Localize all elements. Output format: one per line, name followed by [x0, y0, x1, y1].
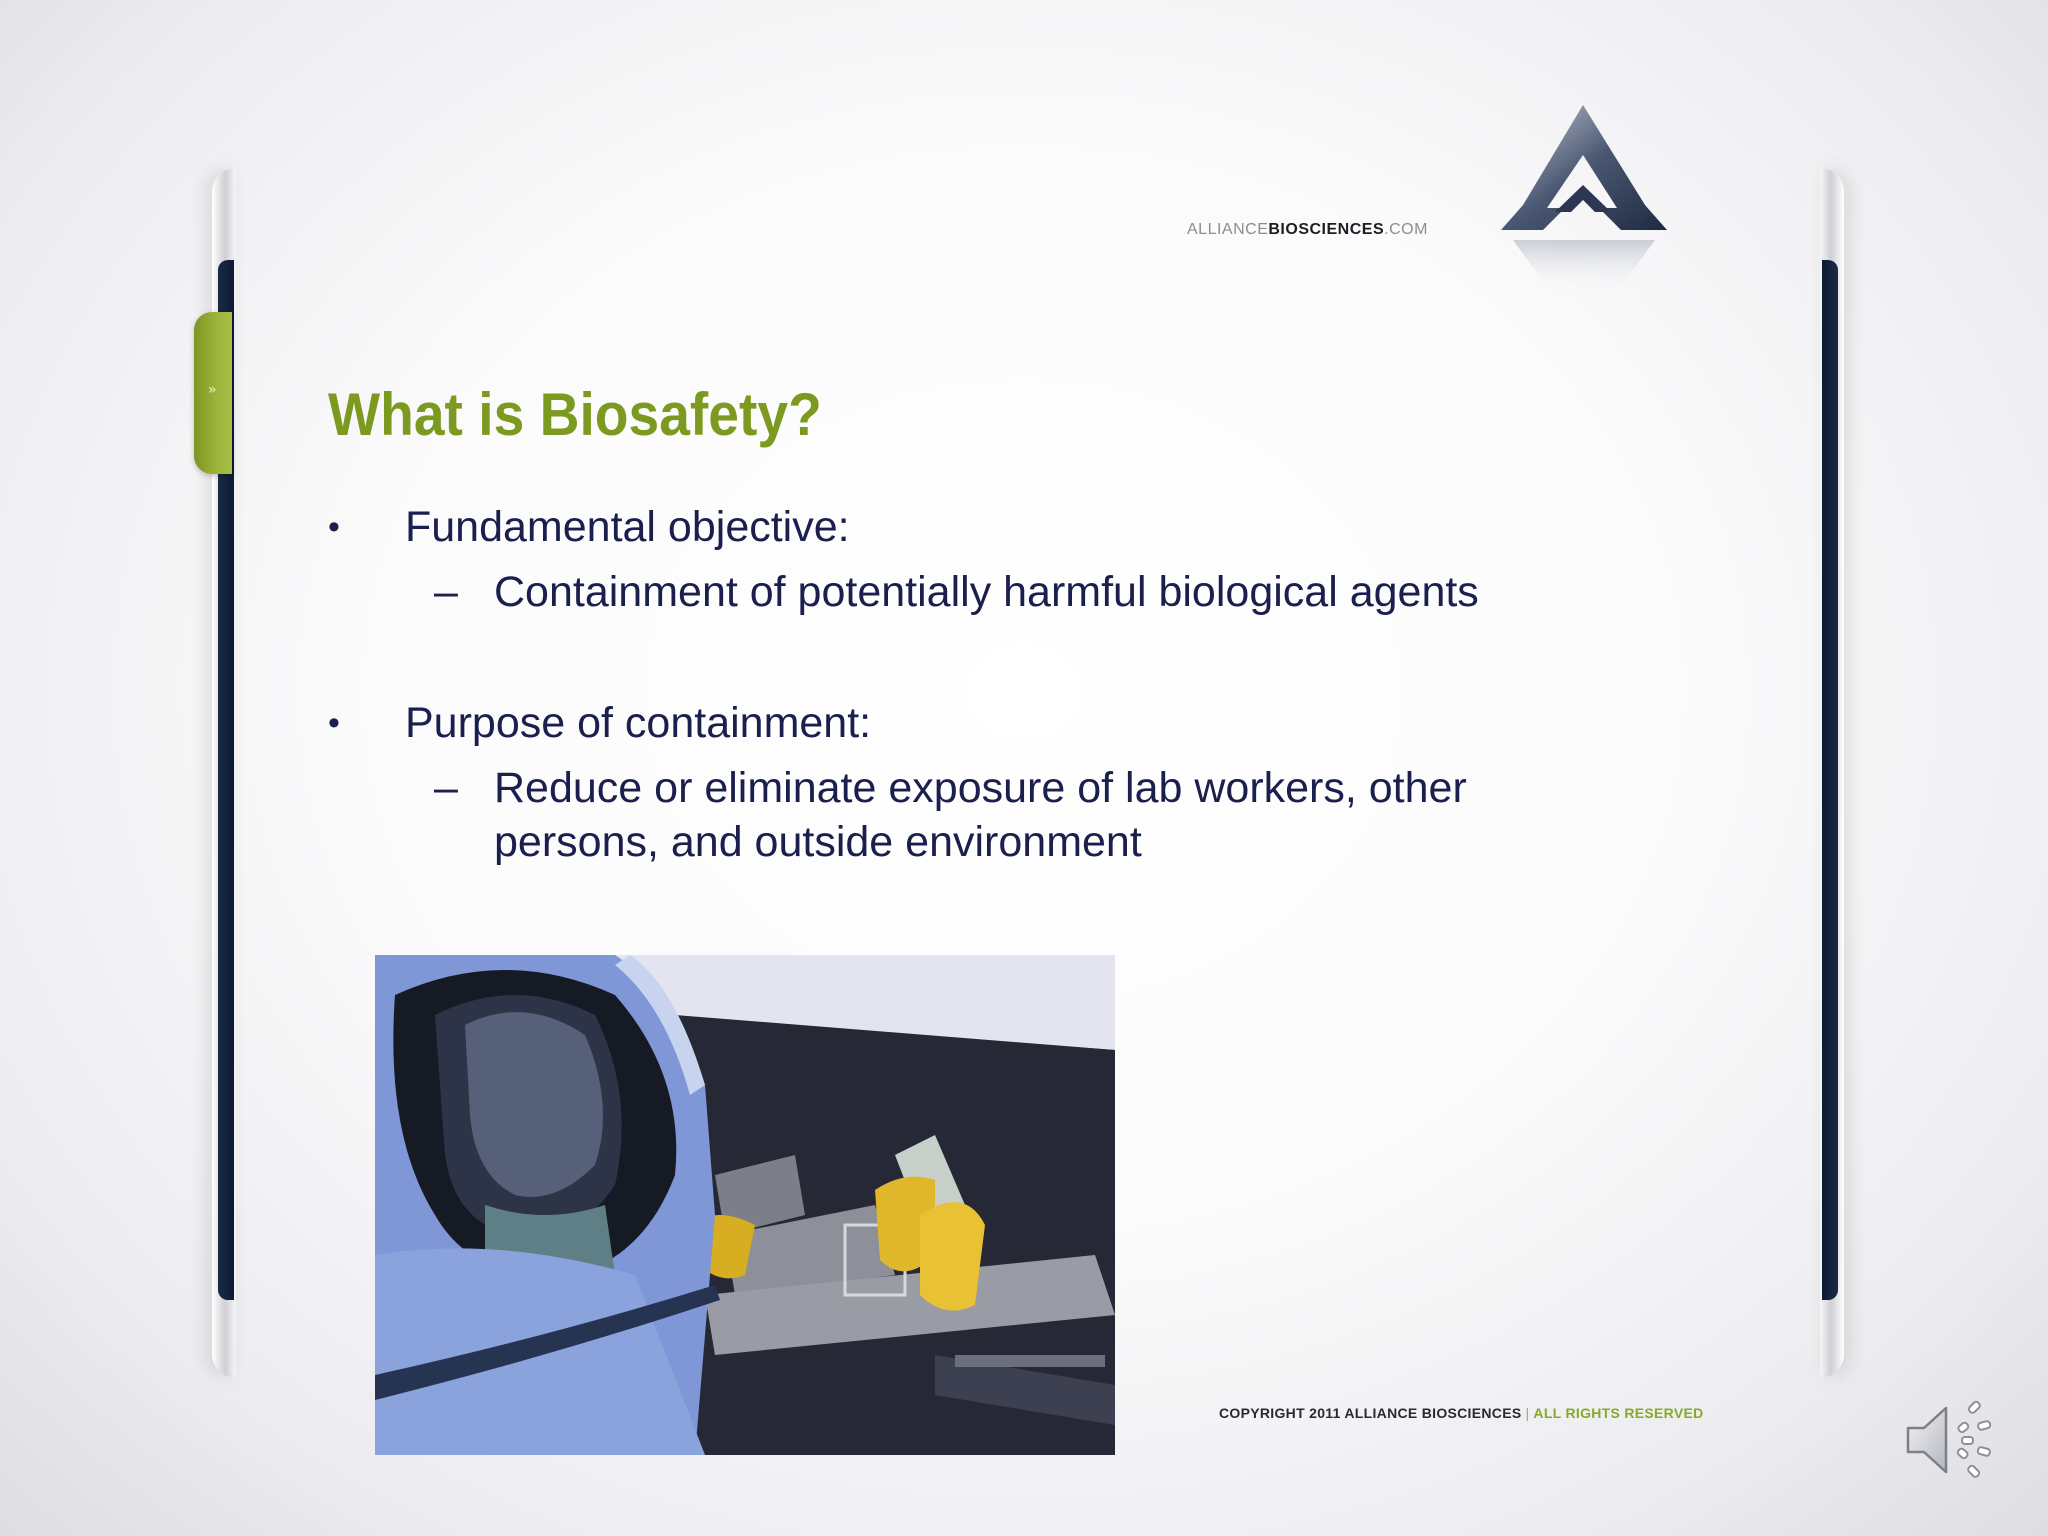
subbullet-text: Reduce or eliminate exposure of lab workers, other persons, and outside environment	[494, 764, 1467, 866]
lab-worker-photo	[375, 955, 1115, 1455]
copyright-text: COPYRIGHT 2011 ALLIANCE BIOSCIENCES	[1219, 1405, 1522, 1421]
bullet-text: Fundamental objective:	[405, 503, 850, 551]
copyright-footer	[1219, 1405, 1704, 1421]
bullet-marker: •	[328, 508, 340, 546]
rights-text: ALL RIGHTS RESERVED	[1533, 1405, 1704, 1421]
double-chevron-icon: »	[208, 382, 217, 398]
bullet-text: Purpose of containment:	[405, 699, 872, 747]
speaker-icon[interactable]	[1900, 1390, 2000, 1490]
bullet-marker: •	[328, 704, 340, 742]
left-green-tab	[194, 312, 232, 474]
alliance-biosciences-logo	[1495, 100, 1670, 300]
slide-title: What is Biosafety?	[328, 381, 822, 448]
dash-marker: –	[434, 568, 458, 616]
brand-wordmark: ALLIANCEBIOSCIENCES.COM	[1187, 221, 1428, 238]
footer-separator: |	[1525, 1405, 1530, 1421]
right-navy-bar	[1822, 260, 1838, 1300]
subbullet-text: Containment of potentially harmful biological agents	[494, 568, 1479, 616]
dash-marker: –	[434, 764, 458, 812]
